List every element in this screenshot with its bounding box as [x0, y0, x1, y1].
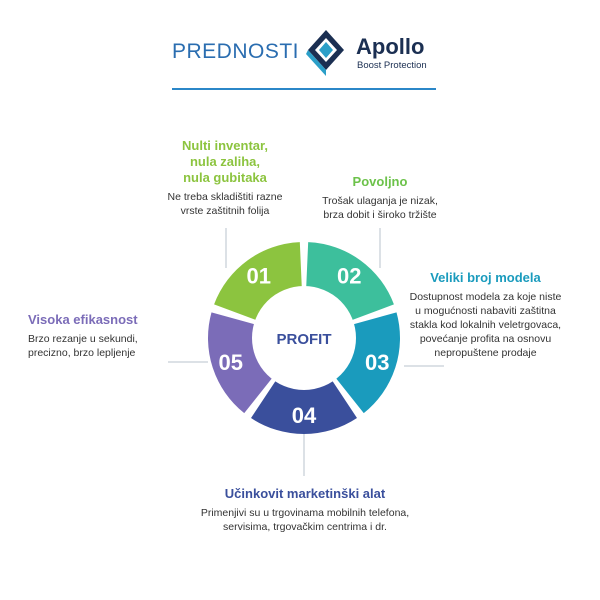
brand-subtitle: Boost Protection — [357, 60, 427, 71]
benefit-04 — [150, 486, 460, 534]
desc-line: Trošak ulaganja je nizak, — [322, 195, 438, 207]
desc-line: Brzo rezanje u sekundi, — [28, 333, 138, 345]
desc-line: stakla kod lokalnih veletrgovaca, — [409, 319, 562, 331]
title-line: Povoljno — [352, 174, 408, 189]
desc-line: servisima, trgovačkim centrima i dr. — [223, 521, 387, 533]
desc-line: Ne treba skladištiti razne — [167, 191, 283, 203]
desc-line: u mogućnosti nabaviti zaštitna — [415, 305, 556, 317]
benefit-03-description — [388, 290, 583, 360]
desc-line: brza dobit i široko tržište — [323, 209, 437, 221]
benefit-04-title — [150, 486, 460, 502]
desc-line: precizno, brzo lepljenje — [28, 347, 136, 359]
title-line: Veliki broj modela — [430, 270, 541, 285]
title-line: nula zaliha, — [189, 154, 261, 169]
brand-name: Apollo — [356, 34, 425, 59]
desc-line: nepropuštene prodaje — [434, 347, 537, 359]
benefit-01 — [150, 138, 300, 218]
benefit-05-title — [28, 312, 193, 328]
benefit-02-description — [305, 194, 455, 222]
segment-number-01: 01 — [246, 263, 271, 289]
benefit-02-title — [305, 174, 455, 190]
page-title: PREDNOSTI — [172, 40, 300, 63]
desc-line: vrste zaštitnih folija — [180, 205, 270, 217]
benefit-01-title — [150, 138, 300, 186]
benefit-02 — [305, 174, 455, 222]
segment-number-05: 05 — [218, 349, 244, 375]
benefit-01-description — [150, 190, 300, 218]
title-line: nula gubitaka — [183, 170, 267, 185]
segment-number-03: 03 — [364, 349, 390, 375]
center-label: PROFIT — [276, 331, 332, 348]
desc-line: Primenjivi su u trgovinama mobilnih telefona, — [200, 507, 410, 519]
benefit-05-description — [28, 332, 193, 360]
title-line: Nulti inventar, — [182, 138, 268, 153]
desc-line: povećanje profita na osnovu — [419, 333, 552, 345]
segment-number-02: 02 — [337, 263, 362, 289]
title-line: Učinkovit marketinški alat — [224, 486, 386, 501]
benefit-04-description — [150, 506, 460, 534]
segment-number-04: 04 — [291, 403, 317, 428]
title-line: Visoka efikasnost — [28, 312, 138, 327]
benefit-05 — [28, 312, 193, 360]
benefit-03-title — [388, 270, 583, 286]
benefit-03 — [388, 270, 583, 360]
desc-line: Dostupnost modela za koje niste — [409, 291, 562, 303]
